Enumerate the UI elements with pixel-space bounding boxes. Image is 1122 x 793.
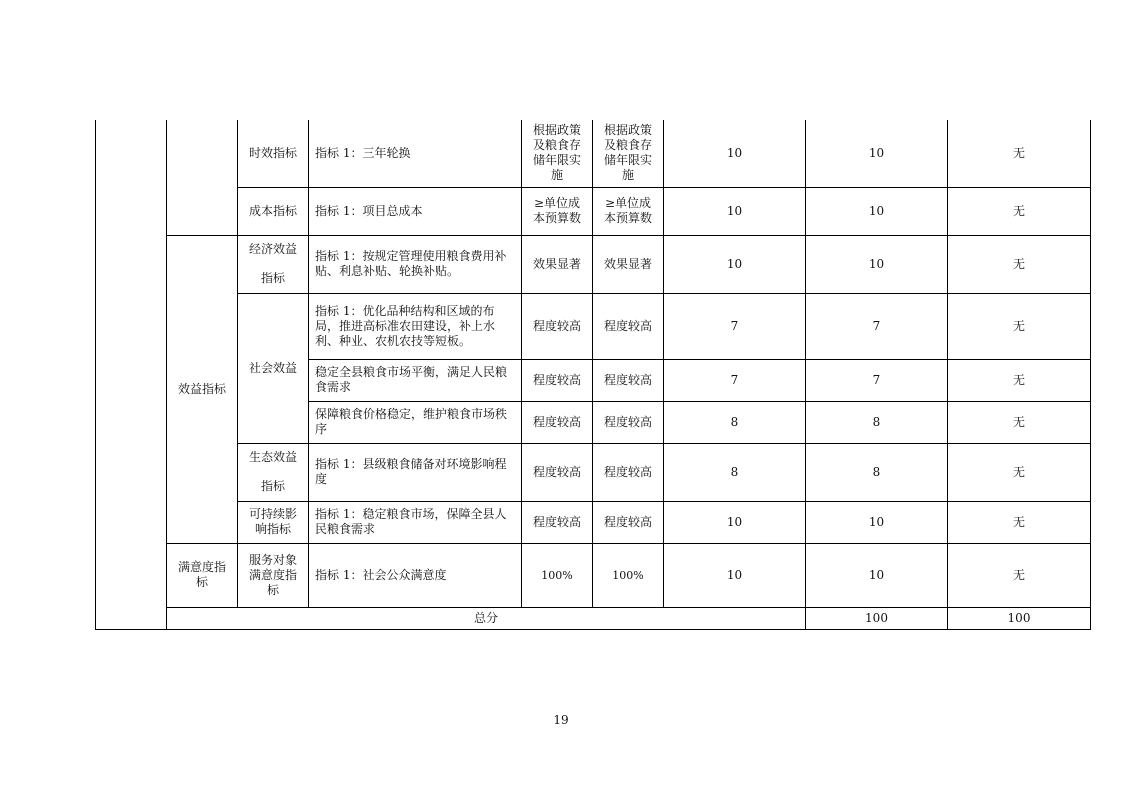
weight-cell: 7: [664, 293, 806, 359]
score-cell: 10: [806, 187, 948, 235]
second-level-cell-output: [167, 120, 238, 235]
score-cell: 8: [806, 443, 948, 501]
score-cell: 10: [806, 235, 948, 293]
deviation-reason-cell: 无: [948, 235, 1091, 293]
indicator-cell: 指标 1：县级粮食储备对环境影响程度: [309, 443, 522, 501]
target-value-cell: 100%: [522, 543, 593, 607]
table-row-sustainable: [96, 501, 1091, 543]
indicator-cell: 指标 1：按规定管理使用粮食费用补贴、利息补贴、轮换补贴。: [309, 235, 522, 293]
total-score-cell: 100: [948, 607, 1091, 629]
weight-cell: 10: [664, 501, 806, 543]
third-level-cell: [238, 443, 309, 501]
actual-value-cell: 程度较高: [593, 501, 664, 543]
table-row-economic: [96, 235, 1091, 293]
actual-value-cell: 100%: [593, 543, 664, 607]
actual-value-cell: 根据政策及粮食存储年限实施: [593, 120, 664, 187]
third-level-cell: 可持续影响指标: [238, 501, 309, 543]
third-level-cell: 时效指标: [238, 120, 309, 187]
score-cell: 7: [806, 359, 948, 401]
indicator-cell: 指标 1：优化品种结构和区域的布局，推进高标准农田建设，补上水利、种业、农机农技等短板。: [309, 293, 522, 359]
indicator-cell: 稳定全县粮食市场平衡，满足人民粮食需求: [309, 359, 522, 401]
actual-value-cell: 程度较高: [593, 401, 664, 443]
page-number: 19: [553, 713, 569, 727]
weight-cell: 10: [664, 235, 806, 293]
table-row-social-1: [96, 293, 1091, 359]
first-level-cell: [96, 120, 167, 629]
actual-value-cell: 程度较高: [593, 359, 664, 401]
total-weight-cell: 100: [806, 607, 948, 629]
second-level-cell-benefit: 效益指标: [167, 235, 238, 543]
third-level-cell: 成本指标: [238, 187, 309, 235]
target-value-cell: 程度较高: [522, 401, 593, 443]
score-cell: 10: [806, 501, 948, 543]
third-level-label-line1: 经济效益: [248, 242, 297, 256]
third-level-cell: 服务对象满意度指标: [238, 543, 309, 607]
actual-value-cell: 程度较高: [593, 443, 664, 501]
third-level-label-line2: 指标: [260, 271, 285, 285]
weight-cell: 7: [664, 359, 806, 401]
deviation-reason-cell: 无: [948, 443, 1091, 501]
actual-value-cell: 效果显著: [593, 235, 664, 293]
score-cell: 10: [806, 120, 948, 187]
indicator-cell: 指标 1：社会公众满意度: [309, 543, 522, 607]
third-level-label-line2: 指标: [260, 479, 285, 493]
indicator-cell: 指标 1：项目总成本: [309, 187, 522, 235]
target-value-cell: 程度较高: [522, 293, 593, 359]
target-value-cell: 程度较高: [522, 359, 593, 401]
deviation-reason-cell: 无: [948, 501, 1091, 543]
third-level-label-line1: 生态效益: [248, 450, 297, 464]
deviation-reason-cell: 无: [948, 359, 1091, 401]
deviation-reason-cell: 无: [948, 293, 1091, 359]
weight-cell: 8: [664, 401, 806, 443]
weight-cell: 10: [664, 187, 806, 235]
actual-value-cell: ≥单位成本预算数: [593, 187, 664, 235]
target-value-cell: 效果显著: [522, 235, 593, 293]
deviation-reason-cell: 无: [948, 187, 1091, 235]
deviation-reason-cell: 无: [948, 401, 1091, 443]
target-value-cell: 根据政策及粮食存储年限实施: [522, 120, 593, 187]
actual-value-cell: 程度较高: [593, 293, 664, 359]
table-row-timeliness: [96, 120, 1091, 187]
score-cell: 7: [806, 293, 948, 359]
deviation-reason-cell: 无: [948, 543, 1091, 607]
weight-cell: 10: [664, 120, 806, 187]
table-row-cost: [96, 187, 1091, 235]
second-level-cell-satisfaction: 满意度指标: [167, 543, 238, 607]
target-value-cell: ≥单位成本预算数: [522, 187, 593, 235]
score-cell: 8: [806, 401, 948, 443]
score-cell: 10: [806, 543, 948, 607]
third-level-cell-social: 社会效益: [238, 293, 309, 443]
weight-cell: 8: [664, 443, 806, 501]
indicator-cell: 保障粮食价格稳定，维护粮食市场秩序: [309, 401, 522, 443]
deviation-reason-cell: 无: [948, 120, 1091, 187]
third-level-cell: [238, 235, 309, 293]
target-value-cell: 程度较高: [522, 443, 593, 501]
target-value-cell: 程度较高: [522, 501, 593, 543]
indicator-cell: 指标 1：三年轮换: [309, 120, 522, 187]
table-row-ecological: [96, 443, 1091, 501]
weight-cell: 10: [664, 543, 806, 607]
indicator-cell: 指标 1：稳定粮食市场，保障全县人民粮食需求: [309, 501, 522, 543]
table-row-satisfaction: [96, 543, 1091, 607]
performance-indicator-table: [95, 120, 1091, 630]
total-label-cell: 总分: [167, 607, 806, 629]
table-row-total: [96, 607, 1091, 629]
